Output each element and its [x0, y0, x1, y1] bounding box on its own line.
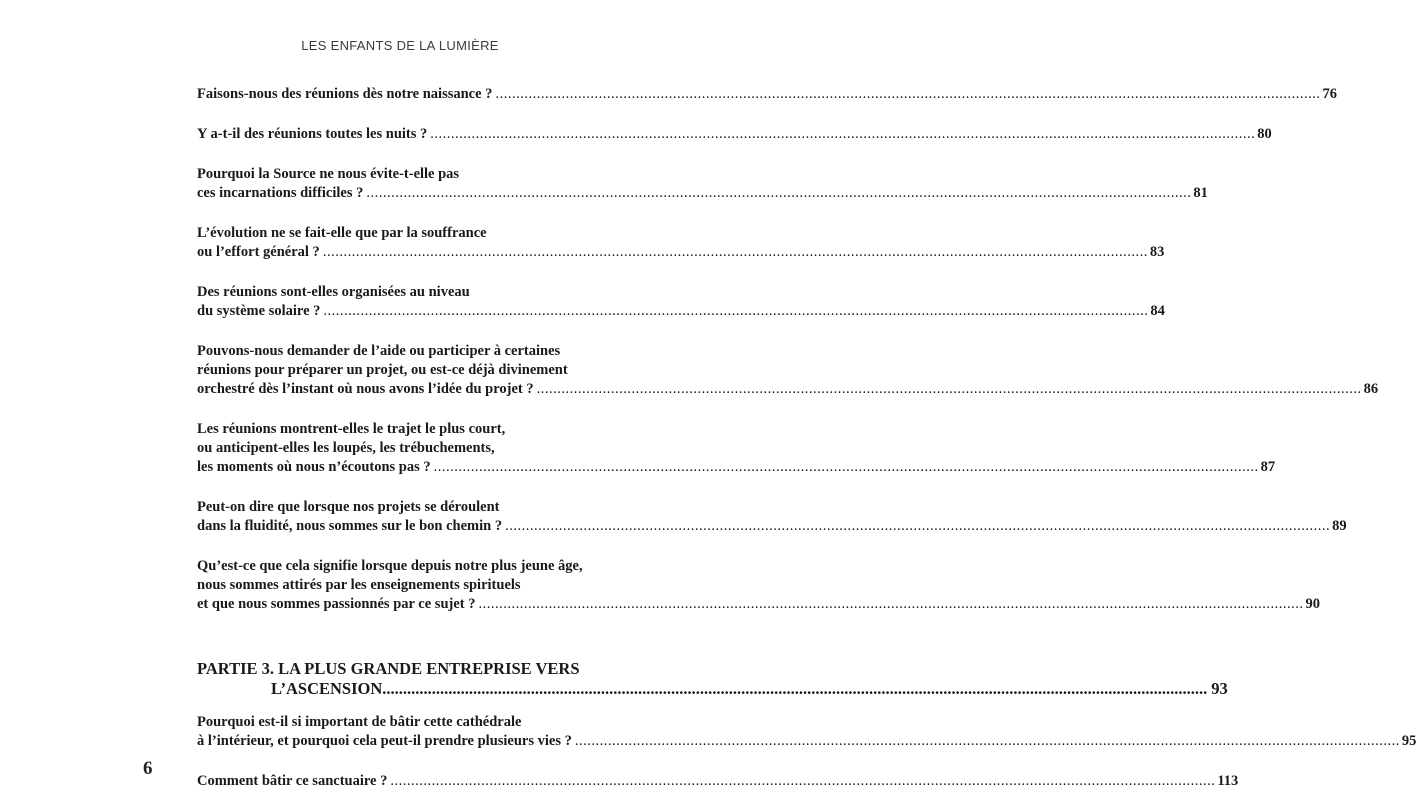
leader-dots: ........................................................................................................................................................................................................ [536, 381, 1362, 397]
toc-page-number: 81 [1193, 185, 1208, 201]
toc-entry [197, 772, 1239, 791]
leader-dots: ........................................................................................................................................................................................................ [433, 459, 1259, 475]
toc-entry-text: les moments où nous n’écoutons pas ? [197, 459, 431, 475]
leader-dots: ........................................................................................................................................................................................................ [382, 679, 1208, 698]
toc-page-number: 86 [1363, 381, 1379, 397]
leader-dots: ........................................................................................................................................................................................................ [495, 86, 1321, 102]
toc-entry-text: Qu’est-ce que cela signifie lorsque depuis notre plus jeune âge, [197, 558, 583, 574]
leader-dots: ........................................................................................................................................................................................................ [322, 244, 1148, 260]
toc-page-number: 83 [1149, 244, 1165, 260]
leader-dots: ........................................................................................................................................................................................................ [478, 596, 1304, 612]
toc-page-number: 95 [1401, 733, 1416, 749]
table-of-contents [197, 85, 1416, 812]
toc-entry-text: orchestré dès l’instant où nous avons l’idée du projet ? [197, 381, 534, 397]
toc-entry-text: réunions pour préparer un projet, ou est-ce déjà divinement [197, 362, 568, 378]
leader-dots: ........................................................................................................................................................................................................ [574, 733, 1400, 749]
part-heading-title: PARTIE 3. LA PLUS GRANDE ENTREPRISE VERS [197, 659, 580, 678]
toc-entry-text: Faisons-nous des réunions dès notre naissance ? [197, 86, 493, 102]
part-page-number: 93 [1211, 679, 1228, 698]
toc-entry-text: Peut-on dire que lorsque nos projets se déroulent [197, 499, 500, 515]
toc-entry-text: Des réunions sont-elles organisées au niveau [197, 284, 470, 300]
toc-entry [197, 342, 1379, 399]
toc-entry [197, 125, 1272, 144]
toc-entry [197, 224, 1165, 262]
toc-entry [197, 498, 1347, 536]
part-heading-title: L’ASCENSION [271, 679, 383, 698]
toc-entry-text: Pouvons-nous demander de l’aide ou participer à certaines [197, 343, 561, 359]
toc-entry-text: Pourquoi est-il si important de bâtir cette cathédrale [197, 714, 522, 730]
toc-entry-text: Les réunions montrent-elles le trajet le plus court, [197, 421, 506, 437]
toc-page-number: 76 [1322, 86, 1337, 102]
leader-dots: ........................................................................................................................................................................................................ [430, 126, 1256, 142]
toc-entry [197, 420, 1276, 477]
toc-entry-text: à l’intérieur, et pourquoi cela peut-il prendre plusieurs vies ? [197, 733, 572, 749]
toc-page-number: 89 [1332, 518, 1347, 534]
toc-entry-text: nous sommes attirés par les enseignements spirituels [197, 577, 521, 593]
toc-entry [197, 85, 1337, 104]
toc-entry-text: et que nous sommes passionnés par ce sujet ? [197, 596, 476, 612]
folio-page-number: 6 [143, 758, 153, 779]
toc-page-number: 113 [1217, 773, 1239, 789]
leader-dots: ........................................................................................................................................................................................................ [366, 185, 1192, 201]
toc-page-number: 84 [1150, 303, 1165, 319]
leader-dots: ........................................................................................................................................................................................................ [390, 773, 1216, 789]
toc-page-number: 87 [1260, 459, 1276, 475]
toc-entry-text: ces incarnations difficiles ? [197, 185, 364, 201]
toc-entry-text: du système solaire ? [197, 303, 321, 319]
running-header: LES ENFANTS DE LA LUMIÈRE [301, 38, 499, 53]
toc-entry-text: Comment bâtir ce sanctuaire ? [197, 773, 388, 789]
part-heading [197, 659, 1228, 699]
toc-entry-text: Y a-t-il des réunions toutes les nuits ? [197, 126, 428, 142]
toc-entry [197, 283, 1165, 321]
toc-entry-text: ou anticipent-elles les loupés, les trébuchements, [197, 440, 495, 456]
toc-entry [197, 557, 1320, 614]
toc-page-number: 90 [1305, 596, 1320, 612]
toc-page-number: 80 [1257, 126, 1272, 142]
toc-entry-text: L’évolution ne se fait-elle que par la souffrance [197, 225, 487, 241]
toc-entry-text: dans la fluidité, nous sommes sur le bon chemin ? [197, 518, 503, 534]
toc-entry-text: Pourquoi la Source ne nous évite-t-elle pas [197, 166, 460, 182]
toc-entry-text: ou l’effort général ? [197, 244, 320, 260]
toc-entry [197, 713, 1416, 751]
leader-dots: ........................................................................................................................................................................................................ [505, 518, 1331, 534]
toc-entry [197, 165, 1208, 203]
leader-dots: ........................................................................................................................................................................................................ [323, 303, 1149, 319]
